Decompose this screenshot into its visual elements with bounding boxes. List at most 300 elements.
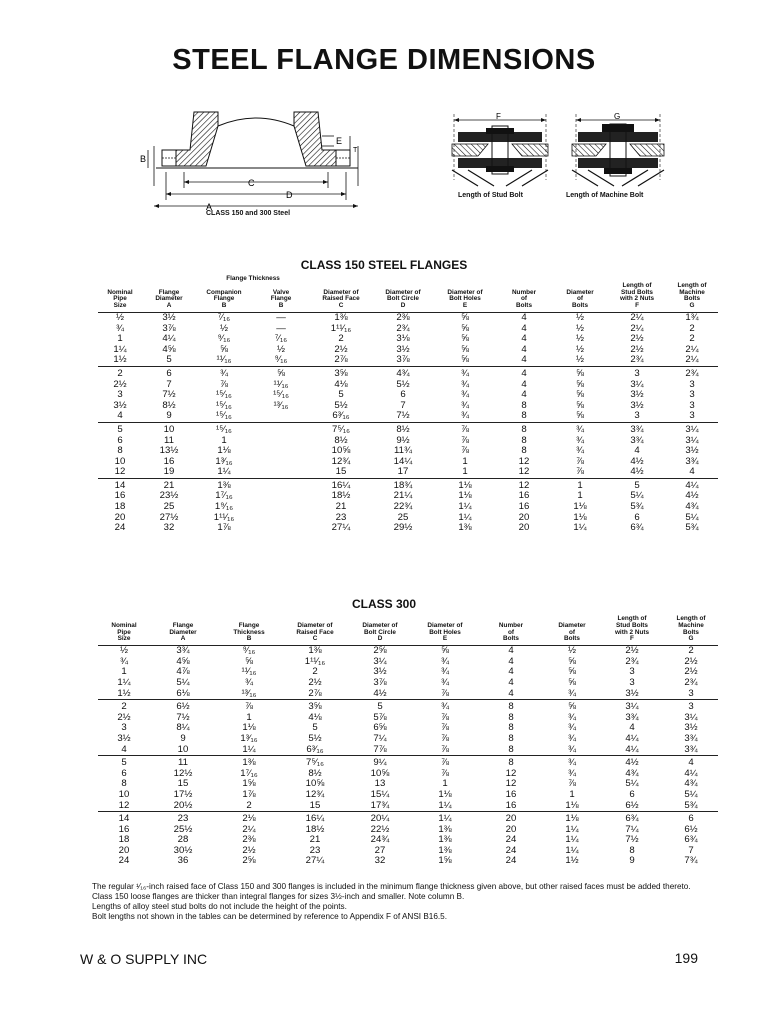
table-cell: ⅞ <box>576 466 585 478</box>
table-cell: 27 <box>374 844 386 856</box>
table-cell: 2½ <box>308 676 322 688</box>
table-cell: 20 <box>518 511 530 523</box>
table-cell: 10 <box>118 788 130 800</box>
table-cell: ⅞ <box>440 767 449 779</box>
table-cell: 1¼ <box>113 343 127 355</box>
column-header: Length of Machine Bolts G <box>666 283 718 313</box>
table-cell: ¹¹⁄₁₆ <box>216 354 232 366</box>
table-cell: ⅝ <box>552 366 608 379</box>
table-cell: 5¼ <box>176 676 190 688</box>
table-cell: 1⁷⁄₁₆ <box>240 767 258 779</box>
table-cell: 2 <box>338 333 344 345</box>
column-header: Diameter of Bolts <box>544 616 600 646</box>
table-cell: 7¼ <box>373 732 387 744</box>
table-cell: 15 <box>335 466 347 478</box>
table-cell: 15 <box>177 778 189 790</box>
table-cell: ¾ <box>244 676 253 688</box>
machine-bolt-caption: Length of Machine Bolt <box>566 192 644 199</box>
table-cell: 6¾ <box>630 522 644 534</box>
table-cell: ⁹⁄₁₆ <box>242 645 256 657</box>
table-cell: 21 <box>142 478 196 491</box>
table-cell: 20 <box>118 844 130 856</box>
table-cell: 2½ <box>117 711 131 723</box>
table-cell: 6³⁄₁₆ <box>306 743 324 755</box>
table-cell: ¹³⁄₁₆ <box>241 687 257 699</box>
column-header: Diameter of Raised Face C <box>282 616 348 646</box>
table-cell: 8 <box>478 700 544 713</box>
table-row <box>98 657 718 668</box>
table-cell <box>252 446 310 457</box>
table-cell: 1 <box>246 711 252 723</box>
table-cell: 8 <box>521 410 527 422</box>
table-cell: ½ <box>576 311 585 323</box>
table-cell: 3½ <box>373 666 387 678</box>
table-cell: 3 <box>629 666 635 678</box>
table-cell: 27¼ <box>331 522 351 534</box>
table-cell: 6¾ <box>600 812 664 825</box>
table-cell: 18½ <box>305 823 325 835</box>
table-cell: 1¾ <box>685 311 699 323</box>
table-cell: ¾ <box>461 389 470 401</box>
table-cell: 1⅜ <box>438 823 452 835</box>
table-cell: 28 <box>177 834 189 846</box>
table-row <box>98 713 718 724</box>
table-cell: 4 <box>634 445 640 457</box>
table-cell: 8 <box>521 434 527 446</box>
table-row <box>98 312 718 323</box>
table-row <box>98 457 718 468</box>
table-cell: 1¼ <box>242 743 256 755</box>
table-cell: 4½ <box>600 756 664 769</box>
table-cell: 1⅛ <box>217 445 231 457</box>
table-cell: ¾ <box>461 410 470 422</box>
table-cell: 8 <box>478 756 544 769</box>
company-name: W & O SUPPLY INC <box>80 951 208 967</box>
table-cell: 4 <box>508 687 514 699</box>
table-cell: 24 <box>114 522 126 534</box>
table-cell: 7¾ <box>684 855 698 867</box>
table-cell: 4 <box>521 311 527 323</box>
table-cell: 4¼ <box>625 732 639 744</box>
table-cell: 7½ <box>396 410 410 422</box>
table-cell: 3⅞ <box>396 354 410 366</box>
table-row <box>98 523 718 534</box>
class300-title: CLASS 300 <box>351 597 417 611</box>
table-cell: 6¾ <box>684 834 698 846</box>
table-row <box>98 790 718 801</box>
table-cell <box>252 491 310 502</box>
table-cell: 6 <box>117 434 123 446</box>
table-cell: 2 <box>98 366 142 379</box>
table-cell: 1 <box>117 333 123 345</box>
table-cell: 3½ <box>684 722 698 734</box>
table-cell: 4½ <box>685 490 699 502</box>
table-cell: ⅞ <box>412 756 478 769</box>
table-cell: 2¼ <box>685 354 699 366</box>
table-cell: 6 <box>400 389 406 401</box>
table-cell: 17½ <box>173 788 193 800</box>
table-cell: ⅞ <box>216 700 282 713</box>
table-cell: 4¼ <box>162 333 176 345</box>
table-cell: 19 <box>163 466 175 478</box>
table-cell: 2½ <box>625 645 639 657</box>
table-cell: 2½ <box>630 333 644 345</box>
table-row <box>98 856 718 867</box>
table-cell: 1⅜ <box>334 311 348 323</box>
table-cell: ¾ <box>567 732 576 744</box>
table-cell: ⅝ <box>576 378 585 390</box>
table-cell: 1⅛ <box>438 788 452 800</box>
column-header: Length of Stud Bolts with 2 Nuts F <box>600 616 664 646</box>
table-cell: 1⅛ <box>458 490 472 502</box>
table-cell: 15 <box>309 799 321 811</box>
table-cell: 4 <box>508 676 514 688</box>
table-cell: 16 <box>518 501 530 513</box>
table-row <box>98 366 718 379</box>
table-row <box>98 355 718 366</box>
table-cell: 3 <box>634 410 640 422</box>
table-cell: 1⅜ <box>438 844 452 856</box>
column-header: Companion Flange B <box>196 283 252 313</box>
table-cell: 4 <box>496 366 552 379</box>
table-cell: 24 <box>505 844 517 856</box>
table-cell: 1³⁄₁₆ <box>215 455 233 467</box>
table-cell: 11 <box>150 756 216 769</box>
table-cell: 1¼ <box>412 812 478 825</box>
table-cell: 1¼ <box>217 466 231 478</box>
note: The regular ¹⁄₁₆-inch raised face of Class 150 and 300 flanges is included in the minimum flange thickness given above, but other raised faces must be added thereto. <box>92 882 691 891</box>
table-cell: 4 <box>508 666 514 678</box>
table-cell: 5½ <box>396 378 410 390</box>
table-cell: 23 <box>309 844 321 856</box>
table-cell: 5¼ <box>630 490 644 502</box>
table-cell: 16 <box>118 823 130 835</box>
table-cell: 2⅝ <box>373 645 387 657</box>
table-cell: 1¹¹⁄₁₆ <box>330 322 352 334</box>
table-cell: 10 <box>142 422 196 435</box>
table-cell: 4 <box>117 410 123 422</box>
table-cell: ⅝ <box>567 676 576 688</box>
table-cell: 7 <box>400 399 406 411</box>
table-cell: ⅝ <box>576 410 585 422</box>
table-cell: ¹³⁄₁₆ <box>273 399 289 411</box>
label-f: F <box>496 112 501 121</box>
table-cell: 3⅞ <box>373 676 387 688</box>
table-cell: 3⅛ <box>396 333 410 345</box>
table-cell: 1¼ <box>458 501 472 513</box>
table-cell: 22½ <box>370 823 390 835</box>
table-cell: 6⅝ <box>373 722 387 734</box>
table-cell: 4 <box>121 743 127 755</box>
table-cell: 20 <box>505 823 517 835</box>
table-cell: 16 <box>505 799 517 811</box>
table-cell: 1¼ <box>573 522 587 534</box>
table-cell: 1⅛ <box>565 799 579 811</box>
table-cell: 1⅝ <box>438 855 452 867</box>
table-cell: 6³⁄₁₆ <box>332 410 350 422</box>
table-cell: 9¼ <box>348 756 412 769</box>
table-cell: 8 <box>508 743 514 755</box>
table-cell: 6 <box>634 511 640 523</box>
table-cell: 16 <box>163 455 175 467</box>
table-cell: ½ <box>567 645 576 657</box>
table-cell: 2¾ <box>630 354 644 366</box>
column-header: Valve Flange B <box>252 283 310 313</box>
table-cell: 8 <box>508 722 514 734</box>
table-cell: 1 <box>442 778 448 790</box>
table-cell: 2¾ <box>666 366 718 379</box>
table-cell: 1⅛ <box>573 511 587 523</box>
table-cell: 9 <box>629 855 635 867</box>
table-row <box>98 700 718 713</box>
table-cell: 1¼ <box>565 834 579 846</box>
table-cell: 3¾ <box>684 743 698 755</box>
table-cell: 3½ <box>630 389 644 401</box>
table-cell: ⅞ <box>434 422 496 435</box>
table-cell: ⁹⁄₁₆ <box>274 354 288 366</box>
table-cell: ⅝ <box>440 645 449 657</box>
table-cell: ⁷⁄₁₆ <box>217 311 231 323</box>
table-cell: 1⁹⁄₁₆ <box>214 501 234 513</box>
table-cell: 1 <box>462 466 468 478</box>
table-cell: 4¾ <box>684 778 698 790</box>
table-cell: 8½ <box>334 434 348 446</box>
table-cell: 3¼ <box>666 422 718 435</box>
table-cell: ⅝ <box>567 655 576 667</box>
table-cell: 25½ <box>173 823 193 835</box>
table-cell: 4 <box>629 722 635 734</box>
table-cell: 1½ <box>113 354 127 366</box>
flange-section-diagram <box>136 106 366 218</box>
table-cell: 1 <box>552 478 608 491</box>
label-d: D <box>286 190 293 200</box>
table-cell: ⅝ <box>461 311 470 323</box>
table-cell: 21¼ <box>393 490 413 502</box>
table-cell: 12¾ <box>305 788 325 800</box>
table-cell: 4 <box>521 389 527 401</box>
table-cell: 1¼ <box>458 511 472 523</box>
table-cell: 2¾ <box>625 655 639 667</box>
table-cell: 10⅝ <box>305 778 325 790</box>
table-cell: 8 <box>121 778 127 790</box>
table-cell: 12¾ <box>331 455 351 467</box>
column-header: Flange Diameter A <box>150 616 216 646</box>
table-cell: 3⅞ <box>162 322 176 334</box>
table-cell: — <box>276 311 286 323</box>
table-cell: 3 <box>629 676 635 688</box>
table-cell: 3½ <box>162 311 176 323</box>
table-row <box>98 801 718 812</box>
table-cell: 1³⁄₁₆ <box>240 732 258 744</box>
table-cell: 3 <box>664 700 718 713</box>
class150-title: CLASS 150 STEEL FLANGES <box>300 258 468 272</box>
table-cell: 12 <box>505 778 517 790</box>
table-cell: 2¾ <box>396 322 410 334</box>
table-cell: 10⅝ <box>331 445 351 457</box>
table-cell: ¾ <box>119 655 128 667</box>
table-cell: 5½ <box>308 732 322 744</box>
table-cell: 3½ <box>685 445 699 457</box>
table-cell: 3¾ <box>630 434 644 446</box>
table-cell: 5 <box>338 389 344 401</box>
label-a: A <box>206 202 213 212</box>
table-cell: ⅝ <box>576 389 585 401</box>
table-cell: 1¹¹⁄₁₆ <box>304 655 326 667</box>
table-cell: ½ <box>119 645 128 657</box>
table-cell: 2¼ <box>242 823 256 835</box>
class150-table <box>98 276 718 534</box>
table-cell: 16 <box>505 788 517 800</box>
table-cell: 10⅝ <box>370 767 390 779</box>
table-cell: 1¹¹⁄₁₆ <box>213 511 235 523</box>
table-cell: 1½ <box>117 687 131 699</box>
table-cell: 16¼ <box>282 812 348 825</box>
table-cell: 8 <box>629 844 635 856</box>
table-cell <box>252 478 310 491</box>
table-row <box>98 411 718 422</box>
table-cell: 12 <box>518 455 530 467</box>
table-cell: 20¼ <box>348 812 412 825</box>
note: Bolt lengths not shown in the tables can be determined by reference to Appendix F of ANSI B16.5. <box>92 912 448 921</box>
table-cell: 3 <box>608 366 666 379</box>
table-cell: 4 <box>521 333 527 345</box>
table-row <box>98 667 718 678</box>
table-cell: 3 <box>688 687 694 699</box>
table-cell: 27½ <box>159 511 179 523</box>
column-header: Number of Bolts <box>478 616 544 646</box>
table-cell: ½ <box>576 333 585 345</box>
table-cell: ⅞ <box>440 687 449 699</box>
table-cell: 5 <box>312 722 318 734</box>
table-cell: 2 <box>689 333 695 345</box>
label-b: B <box>140 154 147 164</box>
table-cell: 12 <box>496 478 552 491</box>
table-cell: ⅞ <box>440 722 449 734</box>
table-cell: ¹⁵⁄₁₆ <box>216 389 232 401</box>
table-cell: ⅝ <box>461 333 470 345</box>
table-cell: 13½ <box>159 445 179 457</box>
table-cell: ¹¹⁄₁₆ <box>273 378 289 390</box>
table-cell: 21 <box>309 834 321 846</box>
table-cell: ½ <box>576 343 585 355</box>
table-cell: 12 <box>518 466 530 478</box>
table-cell: ½ <box>277 343 286 355</box>
table-cell <box>252 436 310 447</box>
table-cell: ⅝ <box>252 366 310 379</box>
column-header: Nominal Pipe Size <box>98 283 142 313</box>
table-cell: 12½ <box>173 767 193 779</box>
table-row <box>98 422 718 435</box>
table-cell: 8 <box>496 422 552 435</box>
table-cell: 5¼ <box>685 511 699 523</box>
table-cell: 1¼ <box>565 844 579 856</box>
table-cell: 4½ <box>630 466 644 478</box>
table-cell: 30½ <box>173 844 193 856</box>
table-cell: 16¼ <box>310 478 372 491</box>
table-cell: 15¼ <box>370 788 390 800</box>
table-cell: 3 <box>689 389 695 401</box>
table-cell: ¾ <box>115 322 124 334</box>
footnotes <box>92 882 732 922</box>
table-cell: 4⅛ <box>308 711 322 723</box>
table-cell: — <box>276 322 286 334</box>
column-header: Flange Diameter A <box>142 283 196 313</box>
table-cell: 4½ <box>373 687 387 699</box>
table-cell: 1⅛ <box>573 501 587 513</box>
table-cell: ⅞ <box>440 732 449 744</box>
table-cell: 5½ <box>334 399 348 411</box>
table-cell: 8 <box>521 445 527 457</box>
table-cell: 5¾ <box>685 522 699 534</box>
table-cell: 20 <box>478 812 544 825</box>
table-cell: 1⅜ <box>438 834 452 846</box>
table-cell: 2 <box>689 322 695 334</box>
table-cell: 2½ <box>630 343 644 355</box>
table-cell: 5 <box>98 756 150 769</box>
table-cell: ⅝ <box>544 700 600 713</box>
table-cell: 2⅜ <box>396 311 410 323</box>
table-cell: 9 <box>180 732 186 744</box>
table-cell: 7 <box>688 844 694 856</box>
table-cell: ¹⁵⁄₁₆ <box>273 389 289 401</box>
table-cell: 25 <box>397 511 409 523</box>
table-cell: ¾ <box>440 655 449 667</box>
table-cell: 4 <box>521 354 527 366</box>
table-cell: 2½ <box>113 378 127 390</box>
table-cell: 4⅝ <box>176 655 190 667</box>
page-title: STEEL FLANGE DIMENSIONS <box>172 44 596 76</box>
table-cell: 7½ <box>176 711 190 723</box>
table-cell: 4¾ <box>685 501 699 513</box>
column-header: Diameter of Bolt Holes E <box>434 283 496 313</box>
table-cell: 4 <box>508 645 514 657</box>
table-cell: 3¼ <box>684 711 698 723</box>
table-cell: ⅞ <box>576 455 585 467</box>
table-cell: 32 <box>374 855 386 867</box>
table-cell: 7⅞ <box>373 743 387 755</box>
table-cell: 5⅞ <box>373 711 387 723</box>
table-cell: 1⅛ <box>544 812 600 825</box>
table-cell: 1⅜ <box>458 522 472 534</box>
table-cell: ⅝ <box>461 322 470 334</box>
table-cell: ⅞ <box>219 378 228 390</box>
table-cell: 4¼ <box>625 743 639 755</box>
table-cell: 7 <box>166 378 172 390</box>
table-row <box>98 678 718 689</box>
table-row <box>98 846 718 857</box>
table-cell: 1⅞ <box>242 788 256 800</box>
table-cell: 1 <box>462 455 468 467</box>
table-cell: 3 <box>121 722 127 734</box>
table-cell: ¾ <box>196 366 252 379</box>
column-header: Diameter of Bolt Circle D <box>372 283 434 313</box>
table-cell: ⅞ <box>567 778 576 790</box>
table-cell: 3 <box>689 410 695 422</box>
table-cell: 1 <box>221 434 227 446</box>
table-cell: 2⅜ <box>242 834 256 846</box>
table-cell: 1⅛ <box>242 722 256 734</box>
table-cell: ¾ <box>567 711 576 723</box>
table-cell: 1 <box>121 666 127 678</box>
table-cell: ¾ <box>576 445 585 457</box>
table-cell: 3¾ <box>684 732 698 744</box>
table-cell: ⅝ <box>244 655 253 667</box>
table-cell: ¾ <box>567 767 576 779</box>
table-cell: 12 <box>114 466 126 478</box>
table-cell: 1½ <box>565 855 579 867</box>
table-cell: 12 <box>118 799 130 811</box>
column-header: Nominal Pipe Size <box>98 616 150 646</box>
